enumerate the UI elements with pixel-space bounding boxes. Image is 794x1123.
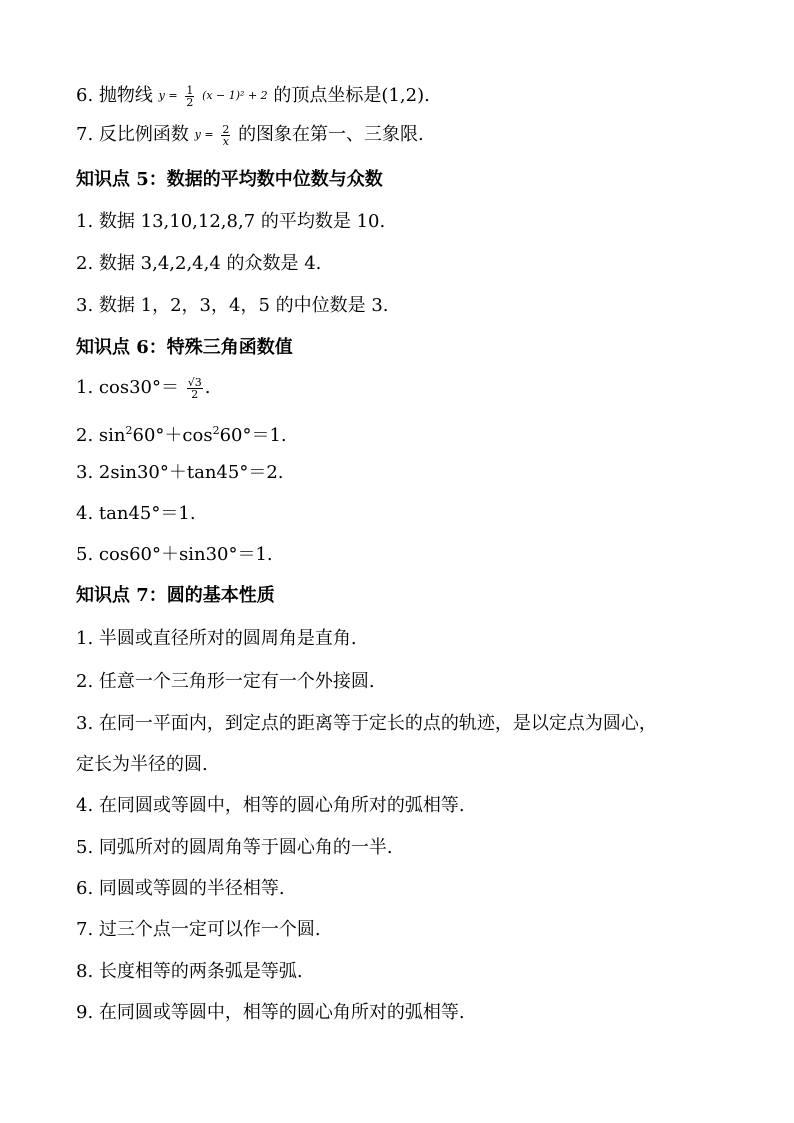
item-number: 6. (76, 85, 94, 106)
item-number: 3. (76, 462, 94, 483)
item-number: 3. (76, 713, 94, 734)
item-text: 定长为半径的圆. (76, 754, 208, 775)
item-text: . (204, 377, 211, 398)
item-number: 4. (76, 795, 94, 816)
item-number: 7. (76, 124, 94, 145)
fraction-numerator: 1 (186, 83, 194, 97)
item-text: sin (98, 425, 126, 446)
item-number: 2. (76, 253, 94, 274)
item-text: 同弧所对的圆周角等于圆心角的一半. (98, 837, 393, 858)
fraction (187, 377, 203, 400)
statement-parabola-vertex (76, 84, 430, 108)
fraction (221, 124, 230, 147)
item-number: 4. (76, 503, 94, 524)
list-item (76, 502, 196, 526)
item-number: 3. (76, 295, 94, 316)
fraction-denominator: 2 (191, 387, 199, 401)
statement-text: 的图象在第一、三象限. (238, 124, 424, 145)
item-text: 2sin30°＋tan45°＝2. (98, 462, 284, 483)
list-item (76, 670, 375, 694)
statement-text: 抛物线 (98, 85, 153, 106)
fraction (185, 85, 194, 108)
fraction-denominator: 2 (186, 95, 194, 109)
section-heading-k5: 知识点 5：数据的平均数中位数与众数 (76, 169, 383, 190)
statement-text: 的顶点坐标是(1,2). (273, 85, 430, 106)
fraction-numerator: 2 (222, 122, 230, 136)
list-item (76, 918, 321, 942)
list-item (76, 419, 287, 448)
list-item (76, 877, 285, 901)
statement-text: 反比例函数 (98, 124, 189, 145)
item-number: 5. (76, 544, 94, 565)
item-text: cos30°＝ (98, 377, 179, 398)
list-item (76, 627, 357, 651)
item-text: 在同圆或等圆中，相等的圆心角所对的弧相等. (98, 1002, 465, 1023)
list-item (76, 960, 303, 984)
item-text: 在同圆或等圆中，相等的圆心角所对的弧相等. (98, 795, 465, 816)
item-text: 数据 3,4,2,4,4 的众数是 4. (98, 253, 322, 274)
list-item (76, 712, 657, 736)
item-number: 6. (76, 878, 94, 899)
list-item (76, 461, 284, 485)
item-text: 数据 1，2，3，4，5 的中位数是 3. (98, 295, 389, 316)
item-text: 数据 13,10,12,8,7 的平均数是 10. (98, 211, 386, 232)
item-number: 1. (76, 377, 94, 398)
item-number: 2. (76, 671, 94, 692)
item-number: 5. (76, 837, 94, 858)
superscript: 2 (125, 424, 133, 437)
list-item (76, 1001, 465, 1025)
item-text: 在同一平面内，到定点的距离等于定长的点的轨迹，是以定点为圆心， (98, 713, 657, 734)
math-expression: (x − 1)² + 2 (202, 89, 268, 102)
list-item (76, 836, 393, 860)
item-text: 任意一个三角形一定有一个外接圆. (98, 671, 375, 692)
list-item-continuation (76, 753, 208, 777)
math-y-equals: y = (194, 128, 214, 141)
section-heading-k6: 知识点 6：特殊三角函数值 (76, 337, 293, 358)
item-number: 1. (76, 211, 94, 232)
item-text: 半圆或直径所对的圆周角是直角. (98, 628, 357, 649)
section-heading-k7: 知识点 7：圆的基本性质 (76, 585, 275, 606)
fraction-denominator: x (222, 134, 229, 148)
list-item (76, 376, 210, 400)
list-item (76, 210, 385, 234)
item-text: 60°＋cos (132, 425, 213, 446)
superscript: 2 (212, 424, 220, 437)
fraction-numerator: √3 (187, 375, 202, 389)
item-number: 9. (76, 1002, 94, 1023)
list-item (76, 294, 389, 318)
statement-inverse-proportion (76, 123, 424, 147)
item-text: 过三个点一定可以作一个圆. (98, 919, 321, 940)
list-item (76, 252, 321, 276)
item-text: 同圆或等圆的半径相等. (98, 878, 285, 899)
item-text: tan45°＝1. (98, 503, 196, 524)
item-number: 2. (76, 425, 94, 446)
item-number: 7. (76, 919, 94, 940)
list-item (76, 543, 273, 567)
item-number: 8. (76, 961, 94, 982)
math-y-equals: y = (158, 89, 178, 102)
item-text: 长度相等的两条弧是等弧. (98, 961, 303, 982)
list-item (76, 794, 465, 818)
item-text: 60°＝1. (219, 425, 287, 446)
item-number: 1. (76, 628, 94, 649)
item-text: cos60°＋sin30°＝1. (98, 544, 273, 565)
